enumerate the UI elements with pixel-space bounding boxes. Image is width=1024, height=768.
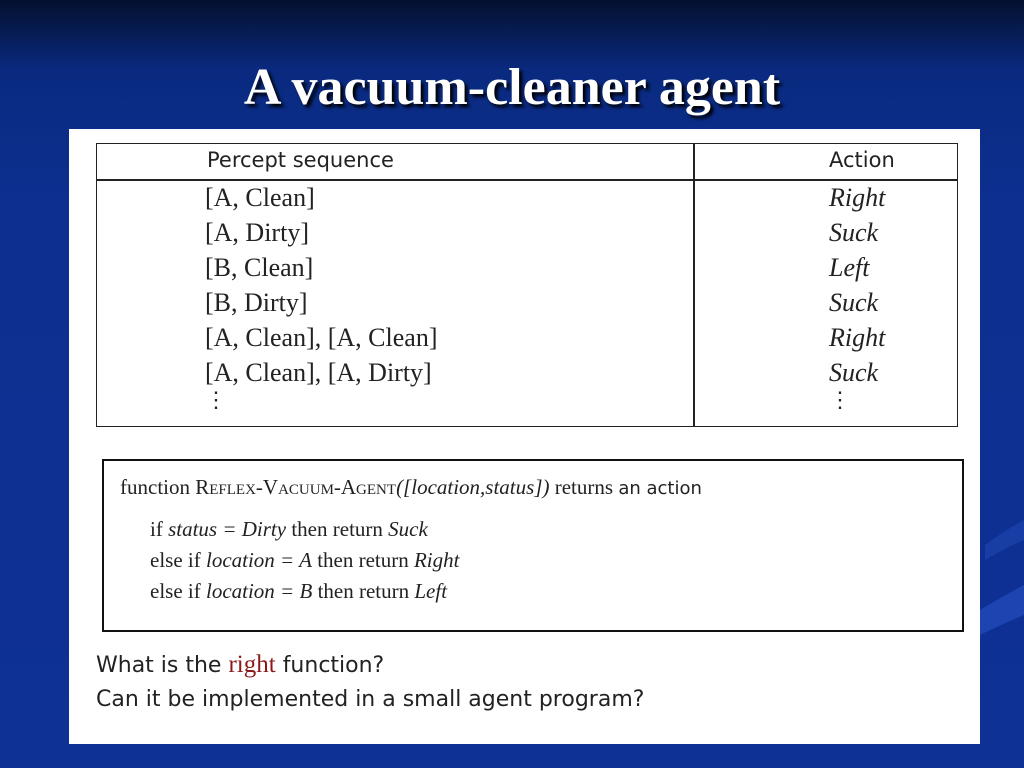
returns-text: an action: [618, 478, 702, 499]
code-keyword: else if: [150, 579, 201, 603]
column-header-percept: Percept sequence: [207, 148, 394, 172]
code-line: [150, 548, 459, 573]
code-line: [150, 579, 447, 604]
action-cell: Left: [829, 253, 870, 282]
percept-cell: [B, Dirty]: [205, 288, 308, 317]
percept-cell: [A, Dirty]: [205, 218, 309, 247]
agent-function-box: [102, 459, 964, 632]
code-line: [150, 517, 428, 542]
code-result: Suck: [388, 517, 428, 541]
action-cell: Right: [829, 183, 886, 212]
code-keyword: then return: [317, 548, 409, 572]
function-name: Reflex-Vacuum-Agent: [195, 475, 397, 499]
column-header-action: Action: [829, 148, 895, 172]
code-keyword: then return: [291, 517, 383, 541]
code-keyword: if: [150, 517, 163, 541]
keyword-returns: returns: [554, 475, 614, 499]
action-cell: Suck: [829, 358, 879, 387]
code-condition: location = B: [205, 579, 313, 603]
action-ellipsis: ⋮: [829, 387, 851, 412]
question-right-function: [96, 651, 384, 679]
code-result: Right: [413, 548, 460, 572]
percept-table: [96, 143, 958, 427]
code-keyword: else if: [150, 548, 201, 572]
action-cell: Suck: [829, 218, 879, 247]
percept-ellipsis: ⋮: [205, 387, 227, 412]
code-condition: location = A: [205, 548, 312, 572]
code-result: Left: [414, 579, 448, 603]
question-text: function?: [282, 653, 385, 678]
action-cell: Right: [829, 323, 886, 352]
percept-cell: [A, Clean], [A, Dirty]: [205, 358, 432, 387]
function-params: ([location,status]): [396, 475, 550, 499]
percept-cell: [B, Clean]: [205, 253, 314, 282]
question-text: What is the: [96, 653, 222, 678]
percept-column: [205, 180, 437, 425]
question-small-program: Can it be implemented in a small agent program?: [96, 687, 645, 712]
action-column: [829, 180, 885, 425]
content-panel: [69, 129, 980, 744]
keyword-function: function: [120, 475, 190, 499]
action-cell: Suck: [829, 288, 879, 317]
percept-cell: [A, Clean]: [205, 183, 315, 212]
percept-cell: [A, Clean], [A, Clean]: [205, 323, 438, 352]
code-condition: status = Dirty: [168, 517, 287, 541]
highlight-word: right: [228, 651, 276, 678]
function-signature: [120, 475, 702, 500]
table-column-divider: [693, 144, 695, 426]
code-keyword: then return: [317, 579, 410, 603]
slide-title: A vacuum-cleaner agent: [243, 59, 781, 116]
